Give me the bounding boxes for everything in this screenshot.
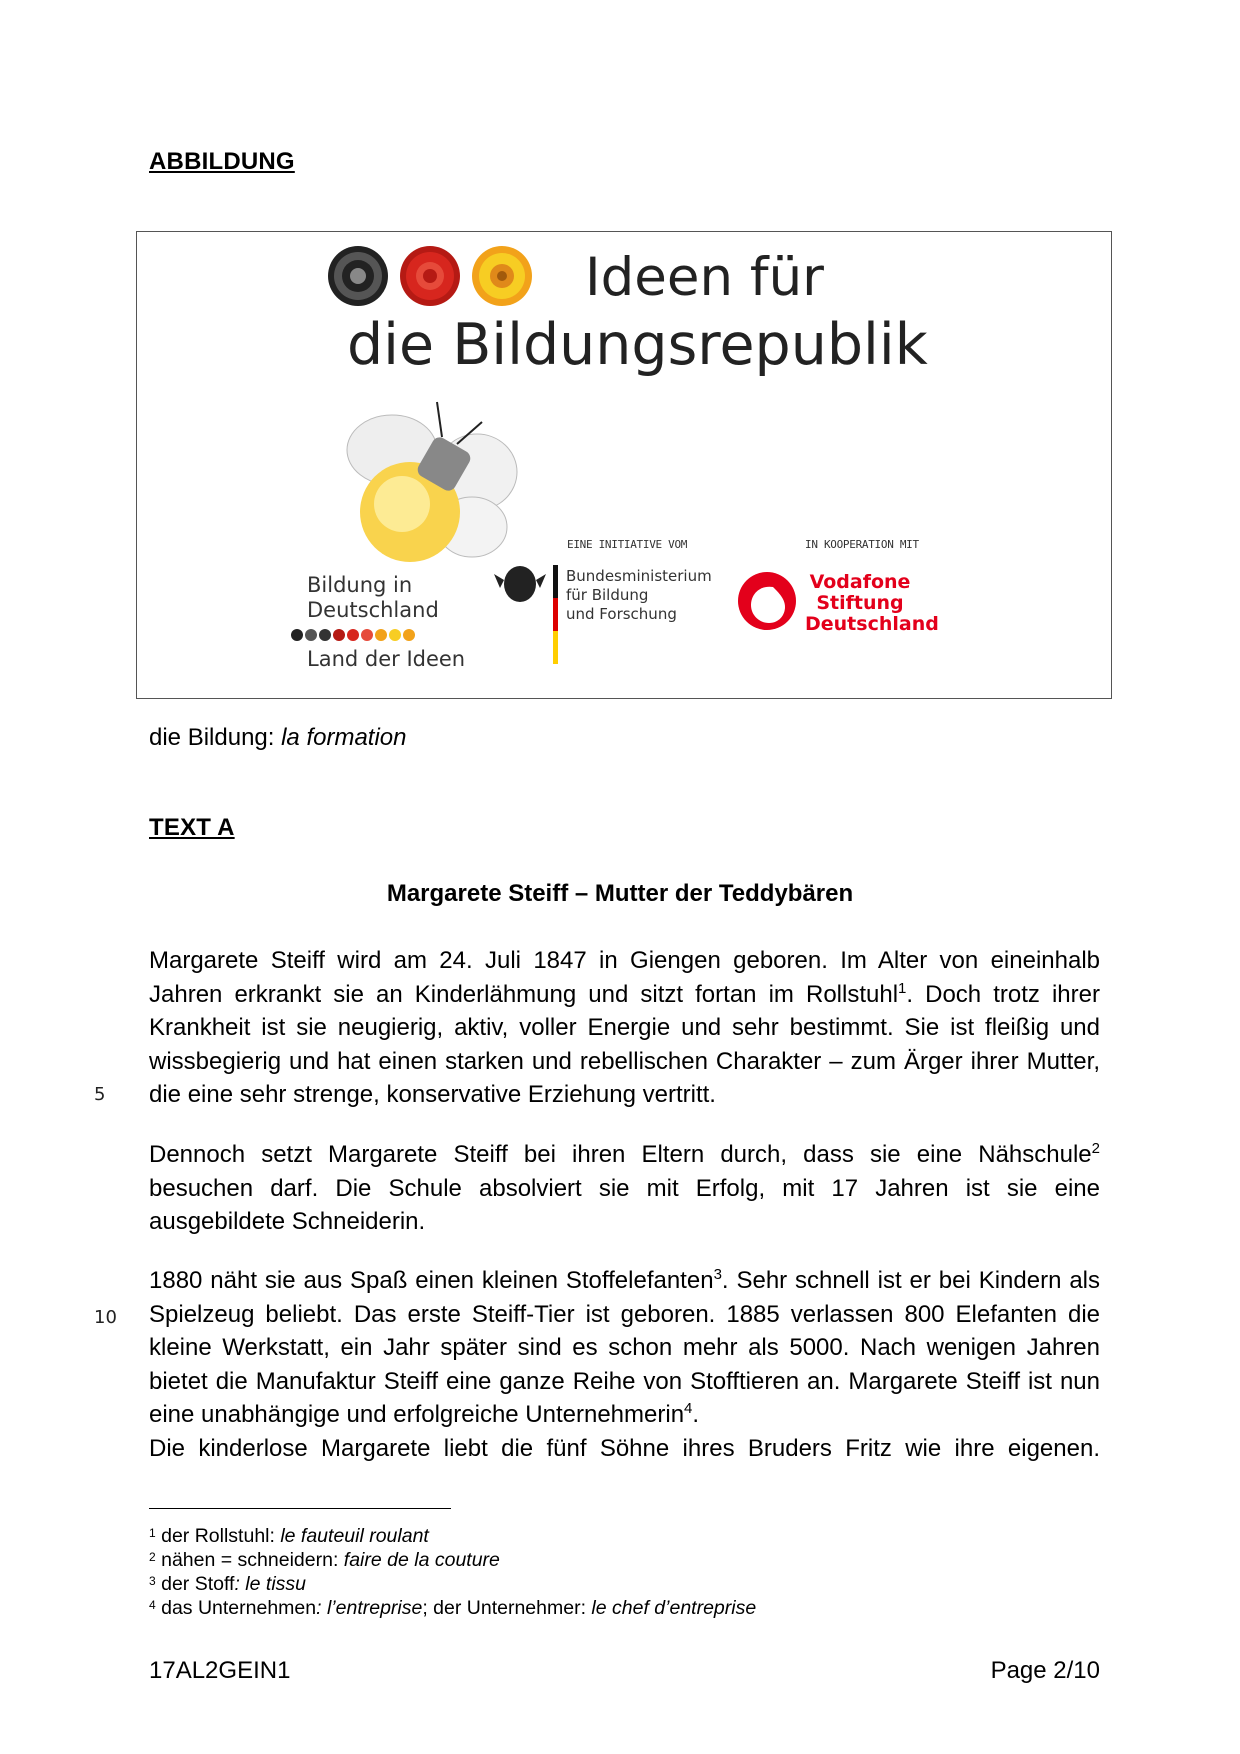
paragraph-1 <box>149 944 1100 1112</box>
footnote-ref-3: 3 <box>713 1266 722 1283</box>
footnote-translation: le fauteuil roulant <box>280 1525 429 1547</box>
footnote-term: der Rollstuhl: <box>161 1525 281 1547</box>
footnote-term: das Unternehmen <box>161 1597 317 1619</box>
p2-text-b: besuchen darf. Die Schule absolviert sie mit Erfolg, mit 17 Jahren ist sie eine ausgebildete Schneiderin. <box>149 1174 1100 1235</box>
vodafone-line: Vodafone <box>809 571 911 593</box>
footnote-3 <box>149 1572 306 1596</box>
lightbulb-bee-icon <box>347 402 517 562</box>
footnote-number: 2 <box>149 1550 156 1564</box>
figure-caption <box>149 724 406 752</box>
vodafone-stiftung-name <box>805 571 939 635</box>
section-heading-text-a: TEXT A <box>149 814 235 841</box>
footnote-4 <box>149 1596 756 1620</box>
p3-text-a: 1880 näht sie aus Spaß einen kleinen Stoffelefanten <box>149 1267 714 1294</box>
footnote-translation: le chef d’entreprise <box>591 1597 757 1619</box>
bildung-line: Deutschland <box>307 598 439 622</box>
p2-text-a: Dennoch setzt Margarete Steiff bei ihren Eltern durch, dass sie eine Nähschule <box>149 1141 1092 1168</box>
paragraph-2 <box>149 1138 1100 1239</box>
vodafone-logo-icon <box>738 572 796 630</box>
caption-term: die Bildung: <box>149 724 282 751</box>
federal-eagle-icon <box>494 566 546 602</box>
line-number-5: 5 <box>94 1084 106 1105</box>
footnote-ref-4: 4 <box>684 1400 693 1417</box>
flower-black-icon <box>328 246 388 306</box>
footnote-number: 1 <box>149 1526 156 1540</box>
footer-page-number: Page 2/10 <box>990 1657 1100 1684</box>
footnote-number: 4 <box>149 1598 156 1612</box>
footnote-term: ; der Unternehmer: <box>422 1597 592 1619</box>
p3-text-b: . Sehr schnell ist er bei Kindern als Spielzeug beliebt. Das erste Steiff-Tier ist geboren. 1885 verlassen 800 Elefanten die kleine Werkstatt, ein Jahr später sind es schon mehr als 5000. Nach wenigen Jahren bietet die Manufaktur Steiff eine ganze Reihe von Stofftieren an. Margarete Steiff ist nun eine unabhängige und erfolgreiche Unternehmerin <box>149 1267 1101 1428</box>
footnote-translation: : le tissu <box>234 1573 306 1595</box>
ministry-line: und Forschung <box>566 605 677 623</box>
footnote-translation: faire de la couture <box>343 1549 500 1571</box>
footnote-ref-1: 1 <box>898 979 907 997</box>
section-heading-figure: ABBILDUNG <box>149 148 295 175</box>
article-title: Margarete Steiff – Mutter der Teddybären <box>386 880 854 907</box>
cooperation-label: IN KOOPERATION MIT <box>805 538 919 551</box>
bildung-in-deutschland <box>307 573 439 623</box>
footnote-ref-2: 2 <box>1091 1140 1100 1157</box>
footer-code: 17AL2GEIN1 <box>149 1657 291 1684</box>
bildung-line: Bildung in <box>307 573 413 597</box>
footnote-term: der Stoff <box>161 1573 235 1595</box>
paragraph-4: Die kinderlose Margarete liebt die fünf Söhne ihres Bruders Fritz wie ihre eigenen. <box>149 1435 1100 1462</box>
footnote-separator <box>149 1508 451 1509</box>
ministry-line: für Bildung <box>566 586 649 604</box>
land-der-ideen-dots <box>291 629 415 641</box>
p1-text-a: Margarete Steiff wird am 24. Juli 1847 in Giengen geboren. Im Alter von eineinhalb Jahren erkrankt sie an Kinderlähmung und sitzt fortan im Rollstuhl <box>149 947 1100 1008</box>
ministry-name <box>566 567 712 624</box>
footnote-1 <box>149 1524 429 1548</box>
footnote-term: nähen = schneidern: <box>161 1549 344 1571</box>
initiative-label: EINE INITIATIVE VOM <box>567 538 688 551</box>
flower-red-icon <box>400 246 460 306</box>
land-der-ideen: Land der Ideen <box>307 647 466 671</box>
footnote-2 <box>149 1548 500 1572</box>
p3-text-c: . <box>692 1401 700 1428</box>
paragraph-3 <box>149 1264 1100 1432</box>
footnote-translation: : l’entreprise <box>316 1597 423 1619</box>
vodafone-line: Stiftung <box>816 592 904 614</box>
caption-translation: la formation <box>281 724 407 751</box>
flower-gold-icon <box>472 246 532 306</box>
line-number-10: 10 <box>94 1307 117 1328</box>
p1-text-b: . Doch trotz ihrer Krankheit ist sie neugierig, aktiv, voller Energie und sehr bestimmt. Sie ist fleißig und wissbegierig und hat einen starken und rebellischen Charakter – zum Ärger ihrer Mutter, die eine sehr strenge, konservative Erziehung vertritt. <box>149 980 1100 1108</box>
footnote-number: 3 <box>149 1574 156 1588</box>
logo-title-line2: die Bildungsrepublik <box>347 312 928 378</box>
logo-title-line1: Ideen für <box>585 247 824 308</box>
vodafone-line: Deutschland <box>805 613 939 635</box>
ministry-line: Bundesministerium <box>566 567 712 585</box>
figure-logo <box>136 231 1112 699</box>
